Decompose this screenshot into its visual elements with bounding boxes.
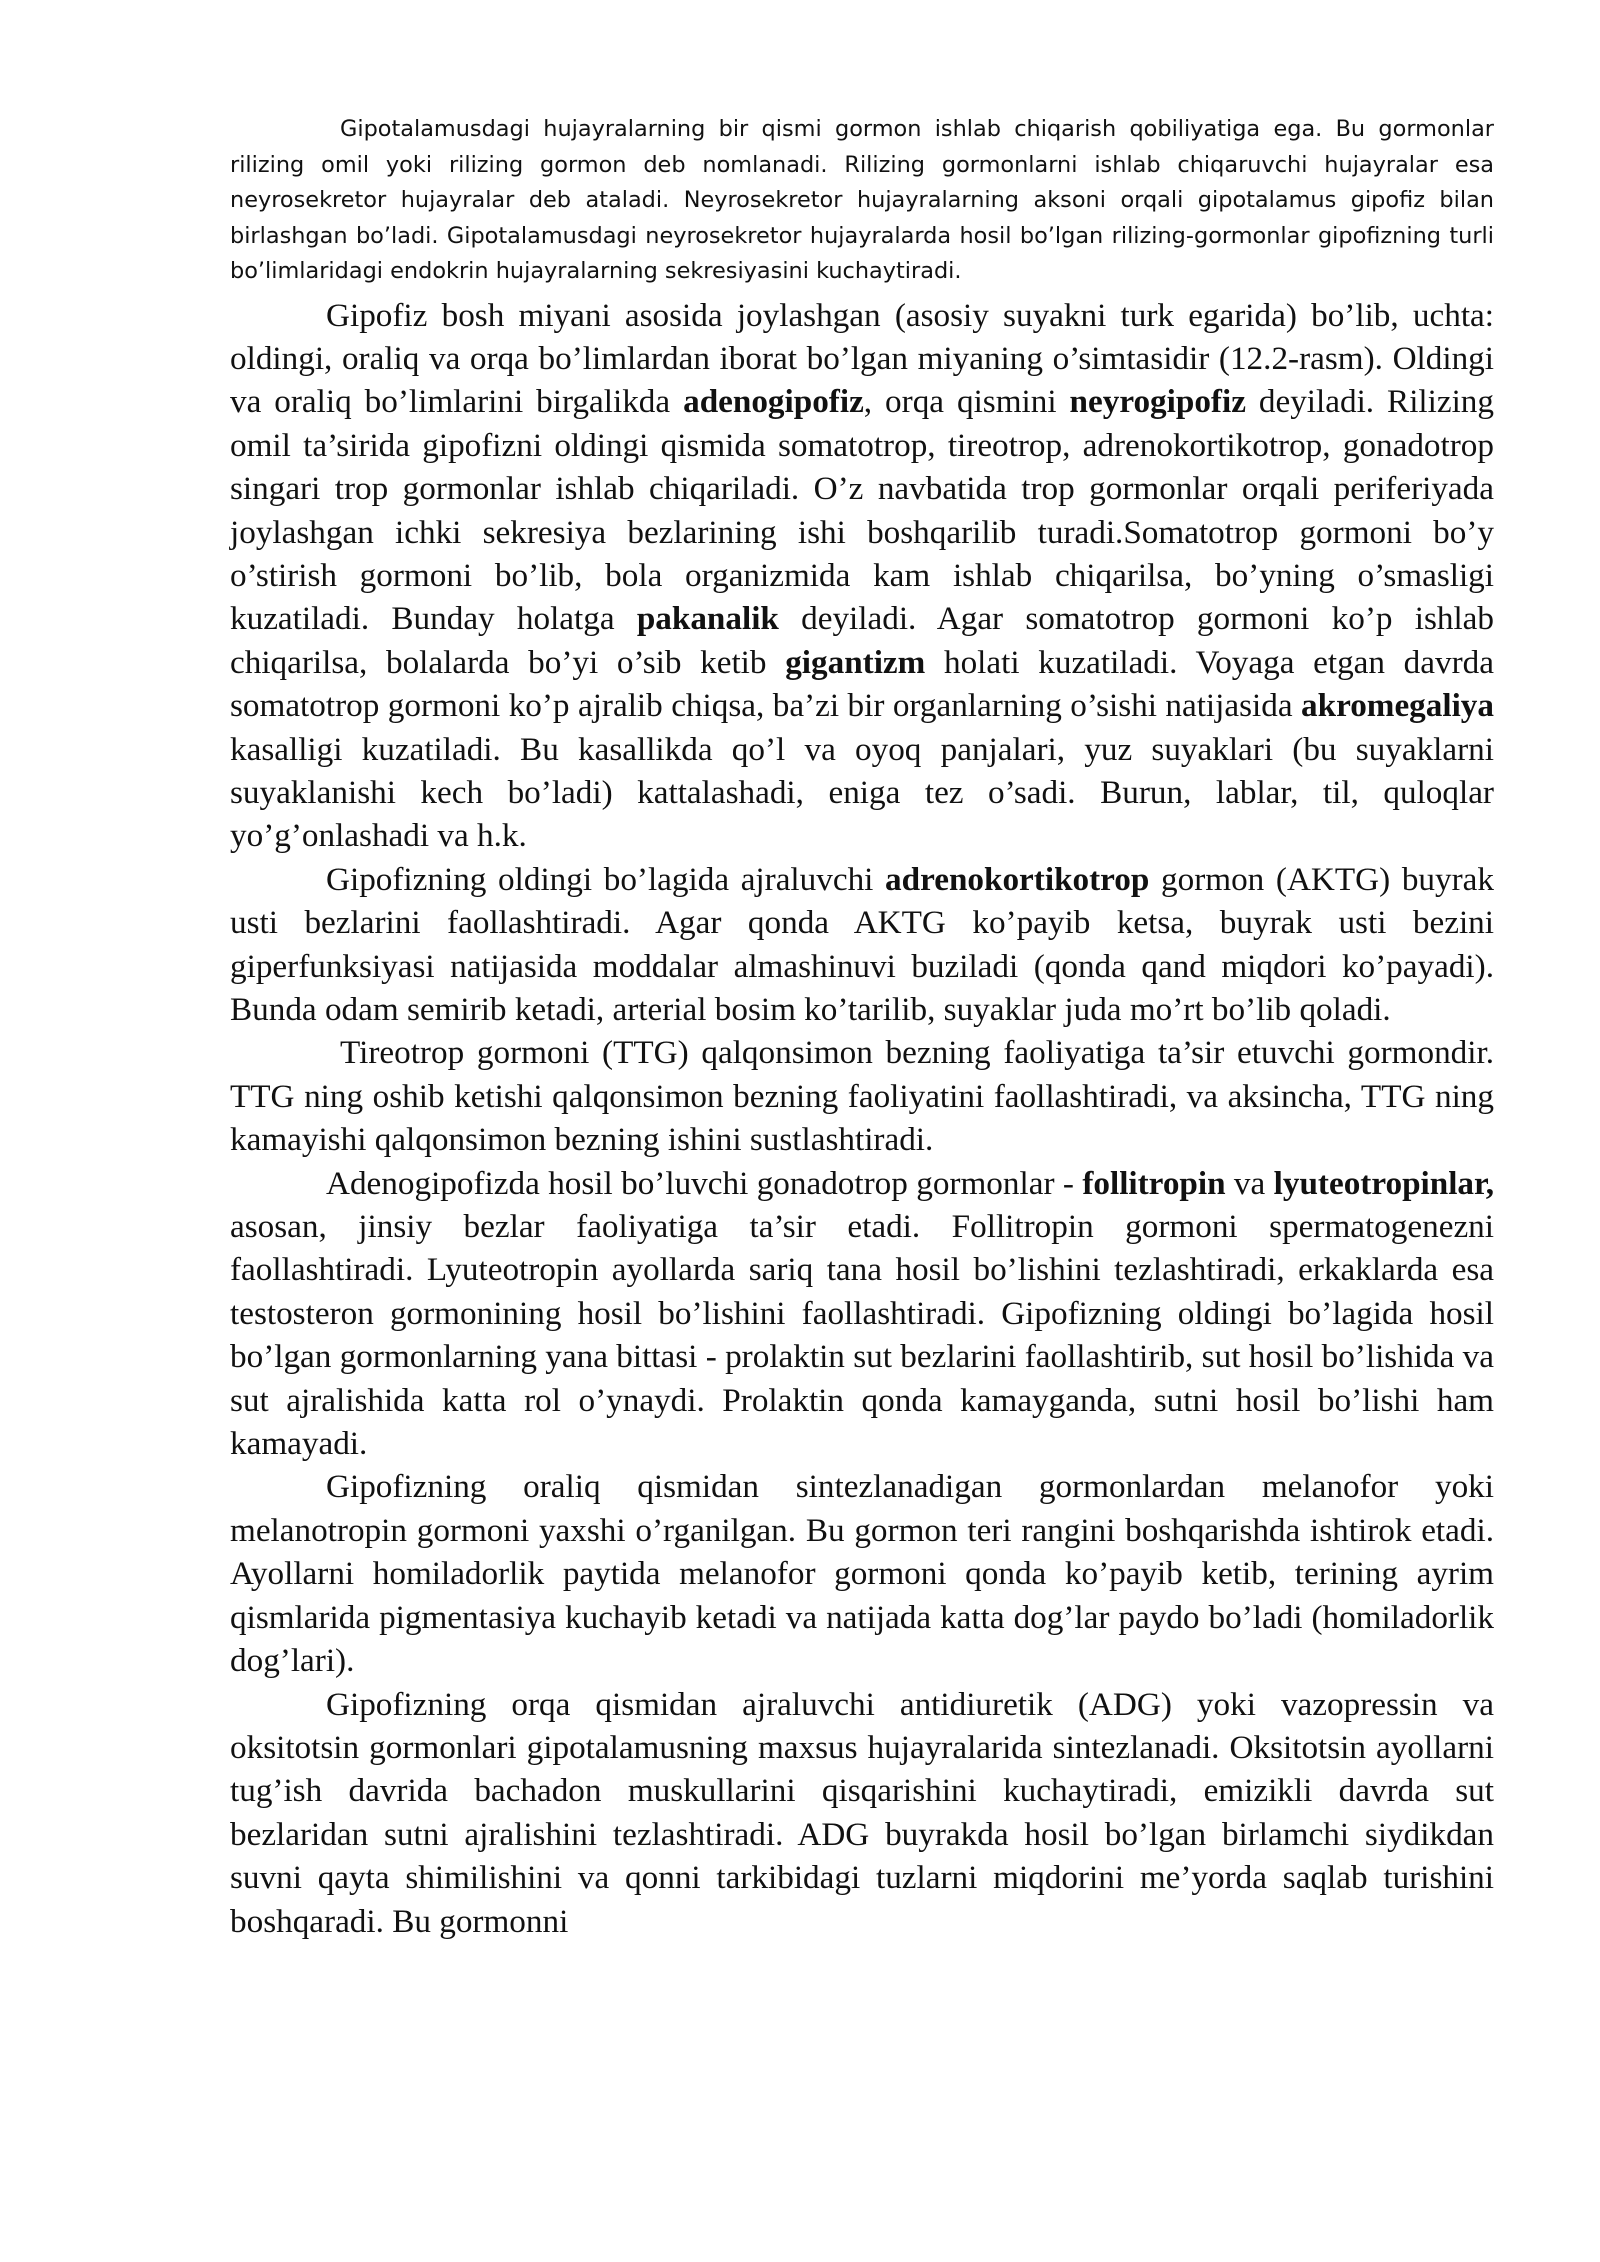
paragraph-gipofiz: [230, 294, 1494, 858]
text-span: deyiladi. Rilizing omil ta’sirida gipofizni oldingi qismida somatotrop, tireotrop, adrenokortikotrop, gonadotrop singari trop gormonlar ishlab chiqariladi. O’z navbatida trop gormonlar orqali periferiyada joylashgan ichki sekresiya bezlarining ishi boshqarilib turadi.Somatotrop gormoni bo’y o’stirish gormoni bo’lib, bola organizmida kam ishlab chiqarilsa, bo’yning o’smasligi kuzatiladi. Bunday holatga: [230, 383, 1494, 638]
paragraph-gonadotrop: [230, 1162, 1494, 1466]
text-span: kasalligi kuzatiladi. Bu kasallikda qo’l va oyoq panjalari, yuz suyaklari (bu suyaklarni suyaklanishi kech bo’ladi) kattalashadi, eniga tez o’sadi. Burun, lablar, til, quloqlar yo’g’onlashadi va h.k.: [230, 730, 1494, 855]
term-neyrogipofiz: neyrogipofiz: [1069, 383, 1246, 421]
term-adenogipofiz: adenogipofiz: [683, 383, 864, 421]
paragraph-melanofor: Gipofizning oraliq qismidan sintezlanadigan gormonlardan melanofor yoki melanotropin gormoni yaxshi o’rganilgan. Bu gormon teri rangini boshqarishda ishtirok etadi. Ayollarni homiladorlik paytida melanofor gormoni qonda ko’payib ketib, terining ayrim qismlarida pigmentasiya kuchayib ketadi va natijada katta dog’lar paydo bo’ladi (homiladorlik dog’lari).: [230, 1468, 1494, 1680]
document-page: [230, 112, 1494, 1943]
term-pakanalik: pakanalik: [636, 600, 779, 638]
text-span: deyiladi. Agar somatotrop gormoni ko’p ishlab chiqarilsa, bolalarda bo’yi o’sib ketib: [230, 600, 1494, 681]
term-follitropin: follitropin: [1082, 1164, 1226, 1202]
intro-paragraph: Gipotalamusdagi hujayralarning bir qismi gormon ishlab chiqarish qobiliyatiga ega. Bu gormonlar rilizing omil yoki rilizing gormon deb nomlanadi. Rilizing gormonlarni ishlab chiqaruvchi hujayralar esa neyrosekretor hujayralar deb ataladi. Neyrosekretor hujayralarning aksoni orqali gipotalamus gipofiz bilan birlashgan bo’ladi. Gipotalamusdagi neyrosekretor hujayralarda hosil bo’lgan rilizing-gormonlar gipofizning turli bo’limlaridagi endokrin hujayralarning sekresiyasini kuchaytiradi.: [230, 116, 1494, 284]
text-span: gormon (AKTG) buyrak usti bezlarini faollashtiradi. Agar qonda AKTG ko’payib ketsa, buyrak usti bezini giperfunksiyasi natijasida moddalar almashinuvi buziladi (qonda qand miqdori ko’payadi). Bunda odam semirib ketadi, arterial bosim ko’tarilib, suyaklar juda mo’rt bo’lib qoladi.: [230, 860, 1494, 1028]
text-span: va: [1225, 1164, 1274, 1202]
term-gigantizm: gigantizm: [785, 643, 926, 681]
text-span: Gipofiz bosh miyani asosida joylashgan (asosiy suyakni turk egarida) bo’lib, uchta: oldingi, oraliq va orqa bo’limlardan iborat bo’lgan miyaning o’simtasidir (12.2-rasm). Oldingi va oraliq bo’limlarini birgalikda: [230, 296, 1494, 421]
term-adrenokortikotrop: adrenokortikotrop: [885, 860, 1150, 898]
text-span: asosan, jinsiy bezlar faoliyatiga ta’sir etadi. Follitropin gormoni spermatogenezni faollashtiradi. Lyuteotropin ayollarda sariq tana hosil bo’lishini tezlashtiradi, erkaklarda esa testosteron gormonining hosil bo’lishini faollashtiradi. Gipofizning oldingi bo’lagida hosil bo’lgan gormonlarning yana bittasi - prolaktin sut bezlarini faollashtirib, sut hosil bo’lishida va sut ajralishida katta rol o’ynaydi. Prolaktin qonda kamayganda, sutni hosil bo’lishi ham kamayadi.: [230, 1208, 1494, 1463]
paragraph-aktg: [230, 858, 1494, 1032]
paragraph-ttg: Tireotrop gormoni (TTG) qalqonsimon bezning faoliyatiga ta’sir etuvchi gormondir. TTG ning oshib ketishi qalqonsimon bezning faoliyatini faollashtiradi, va aksincha, TTG ning kamayishi qalqonsimon bezning ishini sustlashtiradi.: [230, 1034, 1494, 1159]
text-span: Adenogipofizda hosil bo’luvchi gonadotrop gormonlar -: [326, 1164, 1083, 1202]
text-span: holati kuzatiladi. Voyaga etgan davrda somatotrop gormoni ko’p ajralib chiqsa, ba’zi bir organlarning o’sishi natijasida: [230, 643, 1494, 725]
term-akromegaliya: akromegaliya: [1301, 687, 1494, 725]
paragraph-adg: Gipofizning orqa qismidan ajraluvchi antidiuretik (ADG) yoki vazopressin va oksitotsin gormonlari gipotalamusning maxsus hujayralarida sintezlanadi. Oksitotsin ayollarni tug’ish davrida bachadon muskullarini qisqarishini kuchaytiradi, emizikli davrda sut bezlaridan sutni ajralishini tezlashtiradi. ADG buyrakda hosil bo’lgan birlamchi siydikdan suvni qayta shimilishini va qonni tarkibidagi tuzlarni miqdorini me’yorda saqlab turishini boshqaradi. Bu gormonni: [230, 1685, 1494, 1940]
term-lyuteotropinlar: lyuteotropinlar,: [1273, 1164, 1495, 1202]
text-span: Gipofizning oldingi bo’lagida ajraluvchi: [326, 860, 886, 898]
text-span: , orqa qismini: [863, 383, 1070, 421]
